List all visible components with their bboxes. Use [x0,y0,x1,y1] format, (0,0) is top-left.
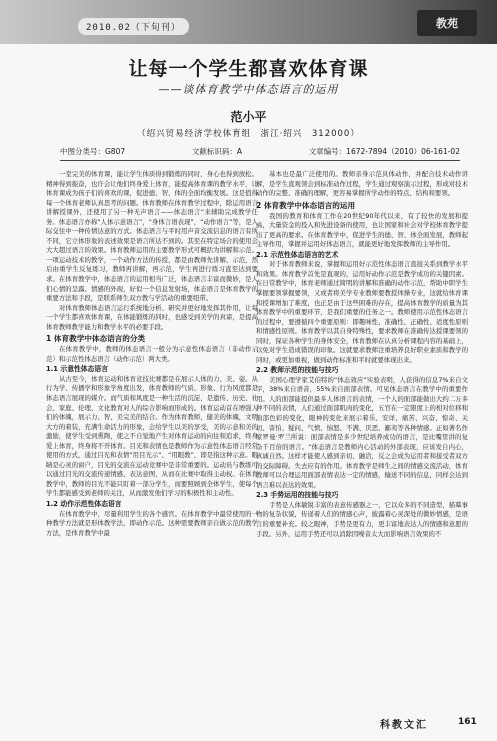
body-paragraph: 基本也是最广泛使用的。教师亲身示范具体动作，并配合技术动作讲解，是学生直观领会到标准动作过程，学生通过观察演示过程，形成对技术动作的完整、准确的理解，更容易掌握所学动作的特点、结构和要领。 [256,170,468,198]
section-heading: 2.2 教师示范的技能与技巧 [256,366,339,375]
meta-divider [60,160,460,161]
body-paragraph: 我国的教育和体育工作在20世纪90年代以来，有了较快的发展和提高，大量资金的投入和先进设备的使用，也让国家和社会对学校体育教学提出了更高的要求。在体育教学中，促进学生的德、智、体全面发展，教师起主导作用，掌握并运用好体态语言，就能更好地发挥教师的主导作用。 [256,211,468,249]
body-paragraph: 对体育教师体态语言运行系统地分析、研究并更好地发挥其作用，让每一个学生都喜欢体育课，在体能锻炼的同时，也感受到美学的真谛，是提高体育教师教学能力和教学水平的必要手段。 [46,303,258,331]
issue-label: 2010.02（下旬刊） [78,18,189,35]
body-column-left [46,170,258,690]
body-paragraph: 在体育教学中，教师的体态语言一般分为示意性体态语言（非动作示范）和示范性体态语言（动作示范）两大类。 [46,345,258,363]
body-paragraph: 一堂完美的体育课，能让学生体质得到锻炼的同时，身心也得到放松。精神得到振奋，也许会让他们终身爱上体育，能提高体育课的教学水平，让体育课成为孩子们的喜欢的课，促进德、智、体的全面均衡发展。这是值得每一个体育老师认真思考的问题。体育教师在体育教学过程中，除运用语言讲解授课外，还使用了另一种无声语言——体态语言“来辅助完成教学任务。体态语言亦称“人体示意语言”，“身体言语表现”，“动作语言”等，是人际交往中一种传情达意的方式。体态语言与平时用声音交流信息的语言有所不同，它立体形象的表述效果是语言所达不到的。其至在特定场合的使用会大大超过语言的效果。体育教师运用的主要教学形式可概括为讲解和示范。一项运动技术的教学，一个动作方法的传授，都是由教师先讲解、示范，然后由重学生反复练习，教师再讲解，再示范，学生再进行练习直至达到要求。在体育教学中，体态语言的运用相当广泛，体态语言丰富而微妙，是人们心情的呈露、情感的外现，好似一个信息发射场，体态语言是体育教学的重要方法和手段，是联系师生双方教与学活动的重要纽带。 [46,170,258,303]
section-heading: 1.1 示意性体态语言 [46,365,108,374]
header-band [0,0,497,44]
body-paragraph: 在体育教学中，尽量利用学生的各个感官。在体育教学中最常使用的一种教学方法就是形体教学法，即动作示范。这种需要教师亲自做示范的教学方法，是体育教学中最 [46,509,258,537]
body-paragraph: 对于体育教师来说，掌握和运用好示范性体态语言直接关系到教学水平和效果。体育教学首先是直观的，运用好动作示范是教学成功的关键因素。在日常教学中，体育老师通过简明的讲解和准确的动作示范，帮助中职学生掌握要领掌握要领，又或者将美学专业教师要教授体操专业，这就给体育课和授课增加了难度，也正是由于这些困难的存在，提高体育教学的质量为其体育教学中的重要环节，是我们重要的任务之一。教师使用示范性体态语言的过程中，要遵循四个重要原则：即趣味性、准确性、正确性、适度性原则和情感性原则。体育教学以其自身特殊性，要求教师在准确传达授课要领的同时，保证各种学生的身体安全，体育教师在认真分析课程内容的基础上，以免对学生造成错误的印象。这就要求教师注重培养良好职业素质和教学的同时，或更加重视，做到动作标准和平时就要体现出来。 [256,260,468,364]
article-title: 让每一个学生都喜欢体育课 [128,58,369,80]
article-number: 文章编号：1672-7894（2010）06-161-02 [308,147,460,156]
article-subtitle: ——谈体育教学中体态语言的运用 [158,83,339,96]
section-heading: 1.2 动作示范性体态语言 [46,500,122,508]
clc-number: 中图分类号：G807 [60,147,126,156]
document-code: 文献标识码：A [191,147,242,156]
body-paragraph: 从古至今，体育运动和体育竞技比赛都是在展示人体的力、美、姿。从行为学、传播学和形象学角度出发，体育教师的气质、形象、行为风度都是体态语言展现的媒介。而气质和风度是一种生活的沉淀，是遗传、历史、社会、家庭、伦理、文化教育对人的综合影响而形成的。体育运动首在增强人们的体魄，展示力、智、美完美的结合。作为体育教师，健美的体魄，文明大方的着装，充满生命活力的形象，会给学生以美的享受，美的示意和美的激励，使学生受到熏陶，使之不自觉地产生对体育运动的向往和追求，终身爱上体育，终身将不开体育。目光和表情也是教师作为示意性体态语言经常使用的方式，通过目光和表情“用目光示”、“用眼教”，即是指这种示意。眼睛是心灵的窗户，目光的交流在运动竞赛中是非常重要的。运动员与教练可以通过目光的交流传递情感、表达意图，从而在比赛中取得主动权。在体育教学中，教师的目光不能只盯着一部分学生，而要照顾到全体学生，使每个学生都能感受到老师的关注，从而激发他们学习的积极性和主动性。 [46,374,258,498]
body-paragraph: 美国心理学家艾伯特的“体态效应”实验表明，人获得的信息7%来自文字，38%来自语音，55%来自面部表情。可见体态语言在教学中的重要作用。人的面部能提供最多人体语言的表情，一个人的面部能做出大约二万多种不同的表情，人们通过面部肌肉的变化，五官在一定限度上的相对位移和面部色彩的变化，眼神的变化来展示着乐、安详、痛苦、兴奋、惊奇、关切、害怕、疑问、气愤、恼怒、不满、厌恶、鄙夷等各种情感。正如著名作家罗曼·罗兰所说：面部表情是多少世纪培养成功的语言，是比嘴里讲的复杂千百倍的语言。“体态语言是教师内心活动的外部表现，应该发自内心，真诚自然。这样才能使人感到亲切、融洽，反之会成为运用者和接受者双方的交际障碍。失去应有的作用。体育教学是师生之间的情感交流活动，体育教师可以合理运用面部表情表达一定的情感，输送不同的信息，同样会达到语言难以表达的效果。 [256,375,468,489]
body-column-right [256,170,468,690]
section-heading: 2.3 手势运用的技能与技巧 [256,491,339,500]
footer-journal-name: 科教文汇 [380,720,428,731]
article-meta [60,146,460,158]
author-affiliation: （绍兴贸易经济学校体育组 浙江·绍兴 312000） [137,129,360,139]
body-paragraph: 手势是人体敏锐丰富的表意传感器之一，它以众多的不同造型，描摹事物的复杂状貌，传递着人们的情感心声，披露着心灵深处的微妙情感，是语言的重要补充。较之眼神，手势是更有力，更丰富地表达人的情感和意愿的手段。另外，运用手势还可以消除因噪音太大而影响语言效果的不 [256,500,468,538]
journal-badge: 教苑 [417,10,477,36]
section-heading: 2.1 示范性体态语言的艺术 [256,250,339,259]
section-heading: 2 体育教学中体态语言的运用 [256,200,356,210]
page-number: 161 [458,717,477,727]
section-heading: 1 体育教学中体态语言的分类 [46,334,146,344]
author-name: 范小平 [230,110,267,124]
